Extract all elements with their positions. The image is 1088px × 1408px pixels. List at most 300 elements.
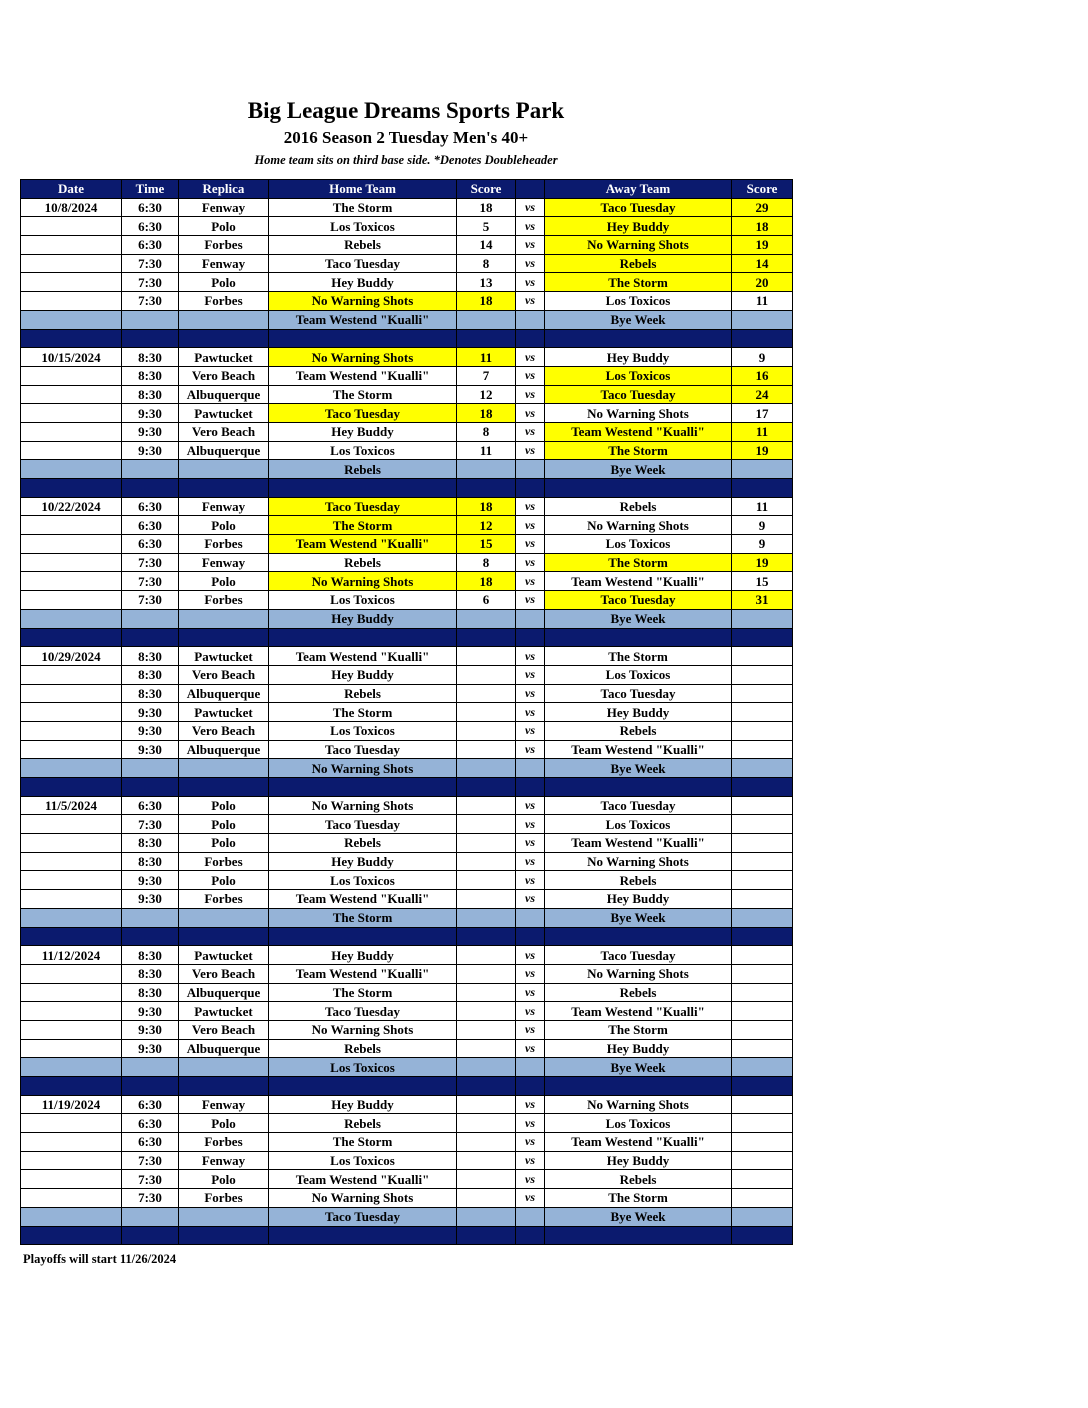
away-team: Team Westend "Kualli" [545, 1133, 732, 1152]
away-team: Rebels [545, 497, 732, 516]
week-separator-row [21, 778, 793, 797]
bye-week-row [21, 908, 793, 927]
away-team: The Storm [545, 273, 732, 292]
separator-cell [179, 1077, 269, 1096]
game-replica-field: Fenway [179, 1151, 269, 1170]
game-date [21, 983, 122, 1002]
separator-cell [21, 628, 122, 647]
table-row [21, 834, 793, 853]
game-date [21, 591, 122, 610]
separator-cell [516, 479, 545, 498]
game-date [21, 572, 122, 591]
game-date [21, 721, 122, 740]
col-header-home-team: Home Team [269, 180, 457, 199]
game-date [21, 684, 122, 703]
home-score: 15 [457, 535, 516, 554]
game-time: 6:30 [122, 1133, 179, 1152]
table-row [21, 721, 793, 740]
home-team: The Storm [269, 1133, 457, 1152]
away-score [732, 740, 793, 759]
vs-label: vs [516, 1039, 545, 1058]
vs-label: vs [516, 1189, 545, 1208]
away-score [732, 1095, 793, 1114]
table-row [21, 236, 793, 255]
bye-team: Rebels [269, 460, 457, 479]
table-row [21, 815, 793, 834]
vs-label: vs [516, 1151, 545, 1170]
game-date [21, 422, 122, 441]
bye-empty-replica [179, 609, 269, 628]
away-team: Hey Buddy [545, 1151, 732, 1170]
away-team: Hey Buddy [545, 890, 732, 909]
game-date [21, 964, 122, 983]
home-score: 14 [457, 236, 516, 255]
bye-week-label: Bye Week [545, 609, 732, 628]
table-row [21, 871, 793, 890]
game-replica-field: Forbes [179, 535, 269, 554]
away-score: 20 [732, 273, 793, 292]
separator-cell [457, 1226, 516, 1245]
bye-empty-time [122, 1207, 179, 1226]
game-date [21, 535, 122, 554]
table-row [21, 684, 793, 703]
game-time: 8:30 [122, 385, 179, 404]
away-score: 24 [732, 385, 793, 404]
separator-cell [457, 329, 516, 348]
home-team: Hey Buddy [269, 273, 457, 292]
separator-cell [732, 479, 793, 498]
away-score [732, 1114, 793, 1133]
game-date [21, 834, 122, 853]
home-team: No Warning Shots [269, 1020, 457, 1039]
vs-label: vs [516, 1114, 545, 1133]
separator-cell [545, 778, 732, 797]
home-team: The Storm [269, 516, 457, 535]
game-replica-field: Pawtucket [179, 348, 269, 367]
bye-empty-time [122, 1058, 179, 1077]
bye-week-row [21, 1207, 793, 1226]
table-row [21, 366, 793, 385]
bye-team: Taco Tuesday [269, 1207, 457, 1226]
col-header-home-score: Score [457, 180, 516, 199]
away-team: The Storm [545, 441, 732, 460]
home-team: Hey Buddy [269, 946, 457, 965]
vs-label: vs [516, 1020, 545, 1039]
separator-cell [457, 479, 516, 498]
bye-week-label: Bye Week [545, 908, 732, 927]
bye-empty-date [21, 460, 122, 479]
game-date [21, 254, 122, 273]
home-score [457, 1151, 516, 1170]
home-score: 13 [457, 273, 516, 292]
home-score: 8 [457, 553, 516, 572]
separator-cell [269, 479, 457, 498]
home-score [457, 964, 516, 983]
away-score [732, 1133, 793, 1152]
table-row [21, 983, 793, 1002]
separator-cell [516, 1226, 545, 1245]
separator-cell [516, 628, 545, 647]
separator-cell [269, 1077, 457, 1096]
game-replica-field: Polo [179, 217, 269, 236]
bye-team: Hey Buddy [269, 609, 457, 628]
home-team: Los Toxicos [269, 1151, 457, 1170]
home-team: Team Westend "Kualli" [269, 535, 457, 554]
away-score [732, 964, 793, 983]
table-row [21, 1039, 793, 1058]
table-row [21, 964, 793, 983]
table-row [21, 273, 793, 292]
separator-cell [545, 927, 732, 946]
separator-cell [179, 927, 269, 946]
schedule-body [21, 198, 793, 1245]
vs-label: vs [516, 497, 545, 516]
game-time: 9:30 [122, 404, 179, 423]
game-replica-field: Albuquerque [179, 385, 269, 404]
game-time: 8:30 [122, 684, 179, 703]
bye-empty-date [21, 310, 122, 329]
bye-empty-score [457, 609, 516, 628]
vs-label: vs [516, 1170, 545, 1189]
away-team: Rebels [545, 254, 732, 273]
home-team: Team Westend "Kualli" [269, 1170, 457, 1189]
away-score [732, 1151, 793, 1170]
game-replica-field: Polo [179, 1114, 269, 1133]
away-score [732, 684, 793, 703]
game-time: 9:30 [122, 1039, 179, 1058]
home-team: Hey Buddy [269, 422, 457, 441]
separator-cell [179, 479, 269, 498]
home-score [457, 1095, 516, 1114]
home-team: The Storm [269, 983, 457, 1002]
separator-cell [457, 778, 516, 797]
game-time: 7:30 [122, 1189, 179, 1208]
separator-cell [269, 927, 457, 946]
vs-label: vs [516, 890, 545, 909]
away-score: 19 [732, 553, 793, 572]
vs-label: vs [516, 254, 545, 273]
bye-empty-away-score [732, 759, 793, 778]
home-team: Rebels [269, 684, 457, 703]
home-score: 18 [457, 292, 516, 311]
bye-week-label: Bye Week [545, 759, 732, 778]
game-replica-field: Albuquerque [179, 983, 269, 1002]
vs-label: vs [516, 834, 545, 853]
away-team: Los Toxicos [545, 292, 732, 311]
away-score [732, 890, 793, 909]
game-replica-field: Pawtucket [179, 404, 269, 423]
vs-label: vs [516, 422, 545, 441]
away-score [732, 647, 793, 666]
game-date [21, 890, 122, 909]
table-row [21, 852, 793, 871]
game-time: 7:30 [122, 553, 179, 572]
game-time: 9:30 [122, 721, 179, 740]
game-replica-field: Polo [179, 815, 269, 834]
bye-empty-vs [516, 609, 545, 628]
home-score: 12 [457, 516, 516, 535]
away-score: 9 [732, 516, 793, 535]
bye-empty-time [122, 609, 179, 628]
bye-empty-time [122, 759, 179, 778]
home-score [457, 647, 516, 666]
home-score [457, 1020, 516, 1039]
home-team: Rebels [269, 1039, 457, 1058]
separator-cell [269, 329, 457, 348]
bye-empty-score [457, 460, 516, 479]
home-team: Los Toxicos [269, 871, 457, 890]
away-score [732, 703, 793, 722]
vs-label: vs [516, 553, 545, 572]
table-row [21, 591, 793, 610]
away-score [732, 796, 793, 815]
bye-team: No Warning Shots [269, 759, 457, 778]
away-score: 15 [732, 572, 793, 591]
away-score: 11 [732, 422, 793, 441]
game-replica-field: Polo [179, 796, 269, 815]
bye-empty-away-score [732, 609, 793, 628]
separator-cell [21, 479, 122, 498]
game-date [21, 871, 122, 890]
game-time: 8:30 [122, 665, 179, 684]
game-replica-field: Vero Beach [179, 366, 269, 385]
away-team: Team Westend "Kualli" [545, 422, 732, 441]
separator-cell [732, 329, 793, 348]
home-team: Taco Tuesday [269, 254, 457, 273]
game-time: 8:30 [122, 946, 179, 965]
vs-label: vs [516, 366, 545, 385]
game-time: 9:30 [122, 422, 179, 441]
game-date: 10/29/2024 [21, 647, 122, 666]
home-team: Taco Tuesday [269, 740, 457, 759]
game-replica-field: Forbes [179, 292, 269, 311]
separator-cell [545, 628, 732, 647]
away-score [732, 1170, 793, 1189]
game-date [21, 441, 122, 460]
game-replica-field: Forbes [179, 890, 269, 909]
home-score [457, 871, 516, 890]
home-team: Taco Tuesday [269, 497, 457, 516]
game-time: 8:30 [122, 983, 179, 1002]
home-score: 6 [457, 591, 516, 610]
away-team: Hey Buddy [545, 703, 732, 722]
away-team: Team Westend "Kualli" [545, 740, 732, 759]
separator-cell [732, 628, 793, 647]
separator-cell [122, 927, 179, 946]
separator-cell [269, 778, 457, 797]
home-team: Hey Buddy [269, 1095, 457, 1114]
week-separator-row [21, 479, 793, 498]
table-row [21, 1114, 793, 1133]
bye-empty-score [457, 759, 516, 778]
table-row [21, 703, 793, 722]
vs-label: vs [516, 721, 545, 740]
bye-empty-date [21, 609, 122, 628]
separator-cell [122, 1226, 179, 1245]
home-score [457, 665, 516, 684]
away-team: Taco Tuesday [545, 684, 732, 703]
game-replica-field: Fenway [179, 254, 269, 273]
away-team: The Storm [545, 647, 732, 666]
separator-cell [269, 1226, 457, 1245]
bye-empty-replica [179, 759, 269, 778]
game-date: 10/22/2024 [21, 497, 122, 516]
bye-empty-score [457, 310, 516, 329]
game-time: 6:30 [122, 1114, 179, 1133]
bye-empty-replica [179, 908, 269, 927]
game-date [21, 1039, 122, 1058]
away-score: 17 [732, 404, 793, 423]
home-score [457, 1133, 516, 1152]
away-team: Taco Tuesday [545, 796, 732, 815]
game-time: 8:30 [122, 348, 179, 367]
away-team: Los Toxicos [545, 535, 732, 554]
game-date [21, 1020, 122, 1039]
home-team: No Warning Shots [269, 1189, 457, 1208]
game-replica-field: Polo [179, 834, 269, 853]
separator-cell [516, 329, 545, 348]
week-separator-row [21, 1226, 793, 1245]
game-replica-field: Albuquerque [179, 684, 269, 703]
home-team: Taco Tuesday [269, 1002, 457, 1021]
game-replica-field: Forbes [179, 852, 269, 871]
game-replica-field: Polo [179, 871, 269, 890]
table-row [21, 535, 793, 554]
separator-cell [269, 628, 457, 647]
home-score: 11 [457, 441, 516, 460]
separator-cell [732, 1077, 793, 1096]
separator-cell [732, 927, 793, 946]
away-team: Hey Buddy [545, 348, 732, 367]
game-date [21, 1151, 122, 1170]
game-date [21, 273, 122, 292]
bye-empty-date [21, 1207, 122, 1226]
home-team: Team Westend "Kualli" [269, 890, 457, 909]
table-row [21, 1151, 793, 1170]
bye-empty-score [457, 1207, 516, 1226]
game-date [21, 404, 122, 423]
away-team: The Storm [545, 553, 732, 572]
home-team: Hey Buddy [269, 852, 457, 871]
page-title: Big League Dreams Sports Park [247, 98, 565, 123]
game-replica-field: Vero Beach [179, 1020, 269, 1039]
vs-label: vs [516, 983, 545, 1002]
separator-cell [545, 1226, 732, 1245]
home-score: 11 [457, 348, 516, 367]
home-score [457, 852, 516, 871]
game-replica-field: Polo [179, 273, 269, 292]
week-separator-row [21, 628, 793, 647]
home-team: The Storm [269, 703, 457, 722]
bye-empty-replica [179, 310, 269, 329]
bye-week-label: Bye Week [545, 1058, 732, 1077]
home-team: Team Westend "Kualli" [269, 366, 457, 385]
game-replica-field: Pawtucket [179, 703, 269, 722]
game-time: 8:30 [122, 852, 179, 871]
bye-empty-date [21, 908, 122, 927]
home-score [457, 796, 516, 815]
season-subtitle: 2016 Season 2 Tuesday Men's 40+ [283, 128, 529, 147]
bye-empty-vs [516, 460, 545, 479]
home-score: 18 [457, 497, 516, 516]
home-score [457, 1114, 516, 1133]
away-score [732, 871, 793, 890]
game-replica-field: Pawtucket [179, 647, 269, 666]
home-score: 18 [457, 404, 516, 423]
bye-week-row [21, 759, 793, 778]
game-replica-field: Fenway [179, 497, 269, 516]
table-row [21, 441, 793, 460]
game-date [21, 815, 122, 834]
game-replica-field: Pawtucket [179, 946, 269, 965]
vs-label: vs [516, 236, 545, 255]
game-date: 10/8/2024 [21, 198, 122, 217]
bye-empty-time [122, 460, 179, 479]
game-date [21, 217, 122, 236]
bye-empty-away-score [732, 1207, 793, 1226]
vs-label: vs [516, 1095, 545, 1114]
separator-cell [122, 1077, 179, 1096]
col-header-away-team: Away Team [545, 180, 732, 199]
game-date: 11/5/2024 [21, 796, 122, 815]
home-team: Rebels [269, 553, 457, 572]
away-team: The Storm [545, 1189, 732, 1208]
separator-cell [122, 329, 179, 348]
away-team: No Warning Shots [545, 236, 732, 255]
home-score [457, 1170, 516, 1189]
separator-cell [21, 1226, 122, 1245]
separator-cell [545, 479, 732, 498]
game-date [21, 740, 122, 759]
away-team: Los Toxicos [545, 665, 732, 684]
game-date [21, 553, 122, 572]
table-row [21, 497, 793, 516]
vs-label: vs [516, 404, 545, 423]
away-team: No Warning Shots [545, 852, 732, 871]
vs-label: vs [516, 348, 545, 367]
table-row [21, 740, 793, 759]
separator-cell [21, 927, 122, 946]
table-row [21, 1002, 793, 1021]
away-team: No Warning Shots [545, 964, 732, 983]
bye-week-label: Bye Week [545, 1207, 732, 1226]
away-score [732, 1002, 793, 1021]
table-row [21, 572, 793, 591]
home-team: Hey Buddy [269, 665, 457, 684]
vs-label: vs [516, 684, 545, 703]
game-time: 6:30 [122, 796, 179, 815]
game-time: 6:30 [122, 497, 179, 516]
away-team: No Warning Shots [545, 1095, 732, 1114]
away-team: No Warning Shots [545, 404, 732, 423]
vs-label: vs [516, 292, 545, 311]
bye-empty-replica [179, 460, 269, 479]
vs-label: vs [516, 647, 545, 666]
bye-empty-away-score [732, 1058, 793, 1077]
vs-label: vs [516, 796, 545, 815]
game-replica-field: Fenway [179, 1095, 269, 1114]
away-score [732, 983, 793, 1002]
away-score [732, 1020, 793, 1039]
table-row [21, 1189, 793, 1208]
away-team: Team Westend "Kualli" [545, 572, 732, 591]
game-replica-field: Albuquerque [179, 1039, 269, 1058]
game-time: 9:30 [122, 1002, 179, 1021]
separator-cell [21, 1077, 122, 1096]
game-replica-field: Vero Beach [179, 422, 269, 441]
home-team: Los Toxicos [269, 441, 457, 460]
title-block [20, 96, 792, 170]
